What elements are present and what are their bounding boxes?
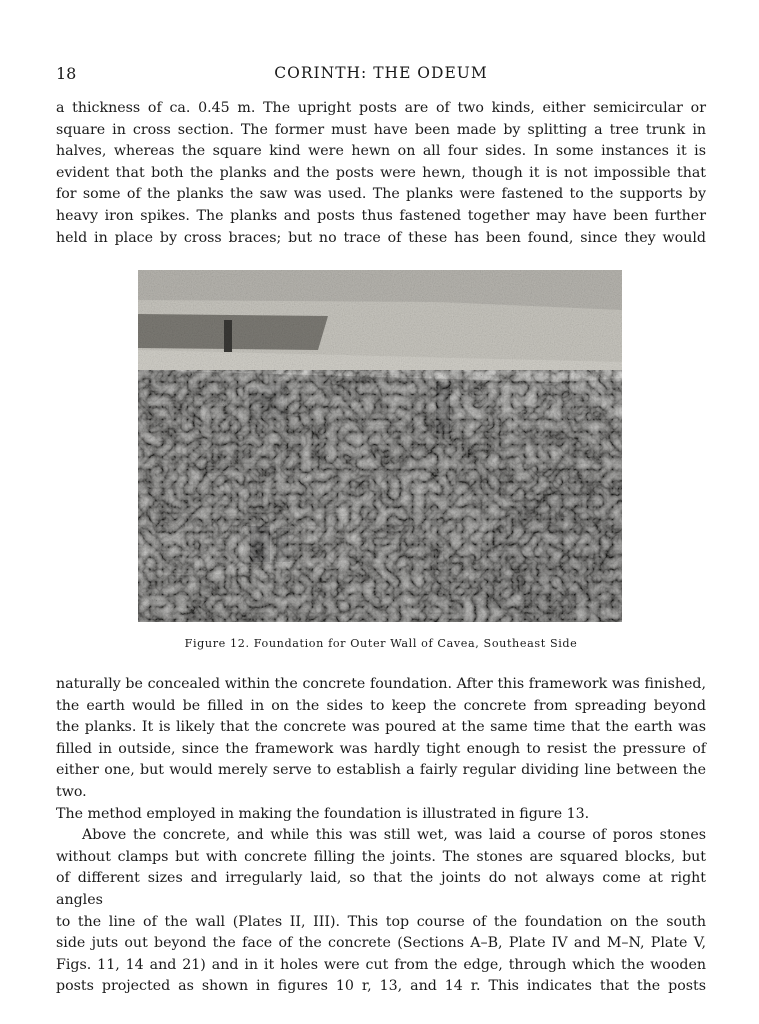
text-line: halves, whereas the square kind were hewn on all four sides. In some instances it is — [56, 143, 706, 160]
text-line: posts projected as shown in figures 10 r, 13, and 14 r. This indicates that the posts — [56, 978, 706, 995]
text-line: either one, but would merely serve to establish a fairly regular dividing line between the two. — [56, 762, 706, 800]
text-line: evident that both the planks and the posts were hewn, though it is not impossible that — [56, 164, 706, 181]
text-line: held in place by cross braces; but no trace of these has been found, since they would — [56, 229, 706, 246]
body-text-bottom — [56, 674, 706, 998]
text-line: a thickness of ca. 0.45 m. The upright posts are of two kinds, either semicircular or — [56, 100, 706, 116]
text-line: without clamps but with concrete filling the joints. The stones are squared blocks, but — [56, 848, 706, 865]
paragraph — [56, 825, 706, 998]
page-number: 18 — [56, 64, 77, 83]
text-line: side juts out beyond the face of the concrete (Sections A–B, Plate IV and M–N, Plate V, — [56, 935, 706, 952]
text-line: for some of the planks the saw was used. The planks were fastened to the supports by — [56, 186, 706, 203]
text-line: the earth would be filled in on the sides to keep the concrete from spreading beyond — [56, 697, 706, 714]
text-line: filled in outside, since the framework was hardly tight enough to resist the pressure of — [56, 740, 706, 757]
text-line: naturally be concealed within the concrete foundation. After this framework was finished, — [56, 676, 706, 692]
text-line: square in cross section. The former must have been made by splitting a tree trunk in — [56, 121, 706, 138]
text-line: The method employed in making the foundation is illustrated in figure 13. — [56, 805, 590, 822]
figure-photograph — [138, 270, 622, 622]
text-line: of different sizes and irregularly laid, so that the joints do not always come at right angles — [56, 870, 706, 908]
paragraph — [56, 674, 706, 825]
text-line: heavy iron spikes. The planks and posts thus fastened together may have been further — [56, 207, 706, 224]
excavation-photo — [138, 270, 622, 622]
page-header — [56, 64, 706, 86]
figure-caption: Figure 12. Foundation for Outer Wall of Cavea, Southeast Side — [184, 637, 578, 650]
text-line: to the line of the wall (Plates II, III). This top course of the foundation on the south — [56, 913, 706, 930]
text-line: the planks. It is likely that the concrete was poured at the same time that the earth was — [56, 719, 706, 736]
text-line: Figs. 11, 14 and 21) and in it holes were cut from the edge, through which the wooden — [56, 956, 706, 973]
body-text-top — [56, 98, 706, 249]
running-title: CORINTH: THE ODEUM — [274, 64, 488, 82]
text-line: Above the concrete, and while this was still wet, was laid a course of poros stones — [82, 827, 706, 844]
paragraph — [56, 98, 706, 249]
